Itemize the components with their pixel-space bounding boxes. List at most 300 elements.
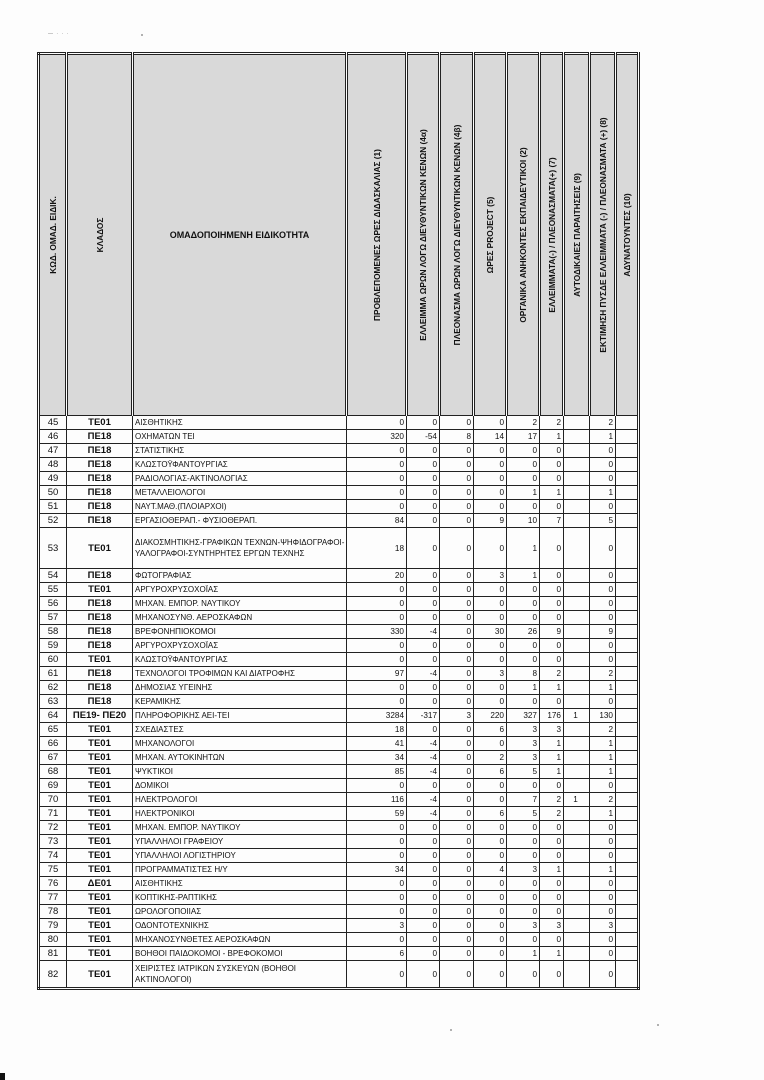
cell-c10 — [616, 947, 639, 961]
cell-code: 77 — [39, 891, 67, 905]
table-row — [39, 737, 639, 751]
cell-c4b: 8 — [440, 430, 474, 444]
cell-c4a: 0 — [407, 486, 440, 500]
cell-c8: 1 — [590, 737, 616, 751]
cell-c7: 2 — [540, 807, 564, 821]
cell-c10 — [616, 458, 639, 472]
cell-c8: 0 — [590, 653, 616, 667]
cell-c9 — [564, 695, 590, 709]
cell-c10 — [616, 779, 639, 793]
cell-klados: ΤΕ01 — [67, 849, 133, 863]
cell-c1: 0 — [347, 444, 407, 458]
cell-c1: 0 — [347, 877, 407, 891]
cell-c9 — [564, 947, 590, 961]
cell-c4b: 0 — [440, 514, 474, 528]
cell-c5: 0 — [474, 779, 507, 793]
table-row — [39, 835, 639, 849]
cell-c5: 0 — [474, 681, 507, 695]
table-row — [39, 709, 639, 723]
cell-name: ΗΛΕΚΤΡΟΛΟΓΟΙ — [133, 793, 347, 807]
cell-c8: 0 — [590, 961, 616, 989]
cell-klados: ΤΕ01 — [67, 765, 133, 779]
table-row — [39, 849, 639, 863]
cell-c4b: 0 — [440, 737, 474, 751]
table-row — [39, 947, 639, 961]
cell-name: ΨΥΚΤΙΚΟΙ — [133, 765, 347, 779]
cell-c9 — [564, 751, 590, 765]
header-klados-label: ΚΛΑΔΟΣ — [94, 217, 105, 253]
cell-c4b: 0 — [440, 863, 474, 877]
cell-c4b: 0 — [440, 891, 474, 905]
cell-c5: 0 — [474, 486, 507, 500]
cell-code: 47 — [39, 444, 67, 458]
cell-c4a: -4 — [407, 625, 440, 639]
cell-c4b: 0 — [440, 765, 474, 779]
cell-name: ΑΡΓΥΡΟΧΡΥΣΟΧΟΪΑΣ — [133, 639, 347, 653]
cell-name: ΜΗΧΑΝ. ΑΥΤΟΚΙΝΗΤΩΝ — [133, 751, 347, 765]
cell-klados: ΤΕ01 — [67, 793, 133, 807]
cell-c10 — [616, 961, 639, 989]
cell-name: ΥΠΑΛΛΗΛΟΙ ΓΡΑΦΕΙΟΥ — [133, 835, 347, 849]
cell-c8: 2 — [590, 723, 616, 737]
cell-klados: ΠΕ18 — [67, 667, 133, 681]
cell-c5: 0 — [474, 500, 507, 514]
cell-c1: 34 — [347, 751, 407, 765]
cell-c4b: 0 — [440, 611, 474, 625]
cell-c4b: 0 — [440, 905, 474, 919]
cell-c9: 1 — [564, 709, 590, 723]
cell-c8: 0 — [590, 444, 616, 458]
table-row — [39, 961, 639, 989]
cell-klados: ΤΕ01 — [67, 933, 133, 947]
cell-c5: 0 — [474, 583, 507, 597]
cell-c1: 116 — [347, 793, 407, 807]
cell-c5: 0 — [474, 961, 507, 989]
cell-c9 — [564, 500, 590, 514]
cell-c2: 0 — [507, 444, 540, 458]
cell-code: 69 — [39, 779, 67, 793]
cell-c2: 0 — [507, 961, 540, 989]
cell-c1: 3284 — [347, 709, 407, 723]
cell-code: 61 — [39, 667, 67, 681]
cell-c8: 1 — [590, 486, 616, 500]
cell-klados: ΤΕ01 — [67, 905, 133, 919]
cell-c8: 0 — [590, 611, 616, 625]
cell-name: ΤΕΧΝΟΛΟΓΟΙ ΤΡΟΦΙΜΩΝ ΚΑΙ ΔΙΑΤΡΟΦΗΣ — [133, 667, 347, 681]
cell-c2: 3 — [507, 919, 540, 933]
cell-c4b: 0 — [440, 807, 474, 821]
cell-c9 — [564, 653, 590, 667]
cell-c1: 0 — [347, 611, 407, 625]
cell-c1: 0 — [347, 891, 407, 905]
cell-c9 — [564, 583, 590, 597]
cell-c4b: 0 — [440, 639, 474, 653]
cell-c5: 0 — [474, 444, 507, 458]
cell-c1: 0 — [347, 486, 407, 500]
cell-c2: 0 — [507, 835, 540, 849]
cell-klados: ΤΕ01 — [67, 751, 133, 765]
cell-c2: 0 — [507, 905, 540, 919]
cell-code: 79 — [39, 919, 67, 933]
cell-code: 51 — [39, 500, 67, 514]
cell-c5: 0 — [474, 597, 507, 611]
cell-c5: 0 — [474, 877, 507, 891]
cell-c4a: 0 — [407, 961, 440, 989]
cell-name: ΚΛΩΣΤΟΫΦΑΝΤΟΥΡΓΙΑΣ — [133, 458, 347, 472]
table-row — [39, 430, 639, 444]
cell-c9 — [564, 807, 590, 821]
cell-c5: 9 — [474, 514, 507, 528]
cell-c4a: -4 — [407, 751, 440, 765]
cell-c2: 1 — [507, 486, 540, 500]
cell-c5: 0 — [474, 472, 507, 486]
cell-c4a: 0 — [407, 458, 440, 472]
cell-c2: 3 — [507, 863, 540, 877]
cell-c1: 0 — [347, 653, 407, 667]
cell-klados: ΠΕ18 — [67, 625, 133, 639]
table-row — [39, 583, 639, 597]
cell-name: ΜΗΧΑΝ. ΕΜΠΟΡ. ΝΑΥΤΙΚΟΥ — [133, 821, 347, 835]
cell-c5: 2 — [474, 751, 507, 765]
table-row — [39, 877, 639, 891]
cell-name: ΗΛΕΚΤΡΟΝΙΚΟΙ — [133, 807, 347, 821]
cell-c2: 8 — [507, 667, 540, 681]
cell-c2: 3 — [507, 737, 540, 751]
cell-code: 81 — [39, 947, 67, 961]
cell-c4a: -4 — [407, 765, 440, 779]
table-row — [39, 472, 639, 486]
cell-c4a: 0 — [407, 695, 440, 709]
cell-c2: 3 — [507, 723, 540, 737]
cell-c4b: 0 — [440, 835, 474, 849]
cell-c7: 0 — [540, 821, 564, 835]
cell-code: 60 — [39, 653, 67, 667]
cell-c7: 0 — [540, 458, 564, 472]
cell-c2: 1 — [507, 528, 540, 569]
cell-klados: ΤΕ01 — [67, 583, 133, 597]
cell-name: ΜΗΧΑΝΟΛΟΓΟΙ — [133, 737, 347, 751]
cell-c9 — [564, 416, 590, 430]
table-row — [39, 765, 639, 779]
cell-klados: ΤΕ01 — [67, 779, 133, 793]
cell-c1: 6 — [347, 947, 407, 961]
cell-c2: 1 — [507, 947, 540, 961]
cell-c2: 327 — [507, 709, 540, 723]
cell-code: 62 — [39, 681, 67, 695]
cell-c4a: 0 — [407, 891, 440, 905]
cell-klados: ΠΕ18 — [67, 569, 133, 583]
cell-c2: 1 — [507, 569, 540, 583]
cell-code: 67 — [39, 751, 67, 765]
cell-c9 — [564, 430, 590, 444]
cell-c4a: 0 — [407, 849, 440, 863]
cell-c1: 0 — [347, 779, 407, 793]
header-c4a-label: ΕΛΛΕΙΜΜΑ ΩΡΩΝ ΛΟΓΩ ΔΙΕΥΘΥΝΤΙΚΩΝ ΚΕΝΩΝ (4α) — [418, 129, 428, 341]
cell-c5: 0 — [474, 793, 507, 807]
cell-c4a: -54 — [407, 430, 440, 444]
cell-c4b: 0 — [440, 625, 474, 639]
cell-code: 63 — [39, 695, 67, 709]
cell-c10 — [616, 877, 639, 891]
cell-c1: 20 — [347, 569, 407, 583]
cell-c4b: 0 — [440, 444, 474, 458]
table-row — [39, 653, 639, 667]
cell-c10 — [616, 709, 639, 723]
cell-c8: 0 — [590, 583, 616, 597]
cell-c4b: 0 — [440, 793, 474, 807]
cell-klados: ΠΕ18 — [67, 639, 133, 653]
cell-c4a: 0 — [407, 653, 440, 667]
cell-name: ΜΗΧΑΝΟΣΥΝΘΕΤΕΣ ΑΕΡΟΣΚΑΦΩΝ — [133, 933, 347, 947]
cell-klados: ΤΕ01 — [67, 737, 133, 751]
table-row — [39, 933, 639, 947]
cell-name: ΡΑΔΙΟΛΟΓΙΑΣ-ΑΚΤΙΝΟΛΟΓΙΑΣ — [133, 472, 347, 486]
header-c1 — [347, 54, 407, 416]
cell-c1: 97 — [347, 667, 407, 681]
cell-c8: 0 — [590, 891, 616, 905]
table-row — [39, 919, 639, 933]
cell-name: ΥΠΑΛΛΗΛΟΙ ΛΟΓΙΣΤΗΡΙΟΥ — [133, 849, 347, 863]
cell-code: 49 — [39, 472, 67, 486]
cell-c10 — [616, 625, 639, 639]
cell-c4a: 0 — [407, 639, 440, 653]
cell-c9 — [564, 639, 590, 653]
cell-c2: 0 — [507, 877, 540, 891]
header-code — [39, 54, 67, 416]
cell-c7: 0 — [540, 528, 564, 569]
cell-c2: 0 — [507, 779, 540, 793]
cell-klados: ΠΕ18 — [67, 444, 133, 458]
cell-c1: 84 — [347, 514, 407, 528]
cell-code: 78 — [39, 905, 67, 919]
scan-mark: — · · · — [48, 31, 70, 37]
cell-c4b: 0 — [440, 653, 474, 667]
cell-c4b: 0 — [440, 961, 474, 989]
table-row — [39, 416, 639, 430]
cell-c7: 0 — [540, 779, 564, 793]
table-row — [39, 723, 639, 737]
cell-c8: 2 — [590, 793, 616, 807]
cell-c4b: 0 — [440, 472, 474, 486]
cell-c4b: 0 — [440, 947, 474, 961]
cell-c8: 0 — [590, 569, 616, 583]
cell-c1: 3 — [347, 919, 407, 933]
cell-c10 — [616, 583, 639, 597]
cell-c2: 17 — [507, 430, 540, 444]
table-row — [39, 569, 639, 583]
cell-c8: 0 — [590, 947, 616, 961]
cell-c1: 0 — [347, 681, 407, 695]
cell-c10 — [616, 863, 639, 877]
cell-c10 — [616, 751, 639, 765]
cell-c1: 41 — [347, 737, 407, 751]
header-c5 — [474, 54, 507, 416]
cell-c9 — [564, 514, 590, 528]
cell-c5: 0 — [474, 528, 507, 569]
cell-c7: 1 — [540, 863, 564, 877]
cell-c5: 0 — [474, 933, 507, 947]
header-code-label: ΚΩΔ. ΟΜΑΔ. ΕΙΔΙΚ. — [47, 196, 58, 274]
scan-speck — [141, 34, 143, 36]
cell-c4a: -4 — [407, 807, 440, 821]
cell-code: 45 — [39, 416, 67, 430]
cell-code: 75 — [39, 863, 67, 877]
header-c9 — [564, 54, 590, 416]
cell-c4b: 0 — [440, 933, 474, 947]
cell-klados: ΠΕ19- ΠΕ20 — [67, 709, 133, 723]
cell-c4a: 0 — [407, 514, 440, 528]
cell-klados: ΤΕ01 — [67, 416, 133, 430]
cell-c8: 1 — [590, 765, 616, 779]
cell-c7: 2 — [540, 667, 564, 681]
cell-c8: 0 — [590, 597, 616, 611]
cell-c10 — [616, 849, 639, 863]
scan-corner-mark — [0, 1073, 5, 1080]
cell-name: ΚΕΡΑΜΙΚΗΣ — [133, 695, 347, 709]
cell-name: ΩΡΟΛΟΓΟΠΟΙΙΑΣ — [133, 905, 347, 919]
cell-code: 64 — [39, 709, 67, 723]
cell-c7: 2 — [540, 793, 564, 807]
cell-klados: ΠΕ18 — [67, 500, 133, 514]
cell-code: 52 — [39, 514, 67, 528]
header-c2-label: ΟΡΓΑΝΙΚΑ ΑΝΗΚΟΝΤΕΣ ΕΚΠΑΙΔΕΥΤΙΚΟΙ (2) — [518, 147, 528, 323]
header-name: ΟΜΑΔΟΠΟΙΗΜΕΝΗ ΕΙΔΙΚΟΤΗΤΑ — [133, 54, 347, 416]
cell-c7: 0 — [540, 891, 564, 905]
cell-c4a: -317 — [407, 709, 440, 723]
cell-c5: 220 — [474, 709, 507, 723]
cell-c4a: 0 — [407, 821, 440, 835]
header-c4b-label: ΠΛΕΟΝΑΣΜΑ ΩΡΩΝ ΛΟΓΩ ΔΙΕΥΘΥΝΤΙΚΩΝ ΚΕΝΩΝ (4β) — [451, 124, 462, 346]
scan-speck — [450, 1029, 452, 1031]
cell-c1: 0 — [347, 597, 407, 611]
cell-c5: 6 — [474, 765, 507, 779]
cell-code: 50 — [39, 486, 67, 500]
cell-c1: 0 — [347, 695, 407, 709]
header-c4b — [440, 54, 474, 416]
cell-c5: 0 — [474, 737, 507, 751]
cell-c4b: 0 — [440, 723, 474, 737]
table-row — [39, 500, 639, 514]
cell-c4a: 0 — [407, 947, 440, 961]
cell-c10 — [616, 807, 639, 821]
cell-code: 55 — [39, 583, 67, 597]
cell-name: ΕΡΓΑΣΙΟΘΕΡΑΠ.- ΦΥΣΙΟΘΕΡΑΠ. — [133, 514, 347, 528]
cell-c1: 0 — [347, 458, 407, 472]
cell-c1: 85 — [347, 765, 407, 779]
cell-c4a: -4 — [407, 793, 440, 807]
cell-c5: 0 — [474, 458, 507, 472]
cell-c2: 0 — [507, 458, 540, 472]
cell-name: ΚΟΠΤΙΚΗΣ-ΡΑΠΤΙΚΗΣ — [133, 891, 347, 905]
cell-c9 — [564, 737, 590, 751]
cell-c10 — [616, 472, 639, 486]
cell-name: ΜΗΧΑΝΟΣΥΝΘ. ΑΕΡΟΣΚΑΦΩΝ — [133, 611, 347, 625]
table-row — [39, 891, 639, 905]
cell-c10 — [616, 486, 639, 500]
cell-name: ΚΛΩΣΤΟΫΦΑΝΤΟΥΡΓΙΑΣ — [133, 653, 347, 667]
cell-c7: 0 — [540, 905, 564, 919]
cell-c9 — [564, 611, 590, 625]
cell-c9 — [564, 919, 590, 933]
cell-c2: 0 — [507, 472, 540, 486]
cell-c2: 26 — [507, 625, 540, 639]
cell-c4b: 0 — [440, 486, 474, 500]
cell-name: ΒΡΕΦΟΝΗΠΙΟΚΟΜΟΙ — [133, 625, 347, 639]
cell-c4a: 0 — [407, 444, 440, 458]
cell-c4a: -4 — [407, 737, 440, 751]
cell-c7: 0 — [540, 653, 564, 667]
cell-c4b: 0 — [440, 779, 474, 793]
table-row — [39, 793, 639, 807]
cell-c8: 0 — [590, 835, 616, 849]
cell-name: ΟΧΗΜΑΤΩΝ ΤΕΙ — [133, 430, 347, 444]
cell-c4a: 0 — [407, 472, 440, 486]
cell-c4b: 0 — [440, 500, 474, 514]
cell-c8: 1 — [590, 430, 616, 444]
cell-code: 56 — [39, 597, 67, 611]
cell-c9 — [564, 625, 590, 639]
cell-c9 — [564, 821, 590, 835]
cell-c2: 0 — [507, 500, 540, 514]
cell-c4a: 0 — [407, 597, 440, 611]
cell-klados: ΤΕ01 — [67, 961, 133, 989]
cell-c5: 0 — [474, 891, 507, 905]
cell-c1: 18 — [347, 528, 407, 569]
cell-code: 53 — [39, 528, 67, 569]
cell-klados: ΤΕ01 — [67, 723, 133, 737]
cell-c7: 0 — [540, 569, 564, 583]
cell-code: 54 — [39, 569, 67, 583]
cell-c8: 0 — [590, 821, 616, 835]
cell-c8: 2 — [590, 416, 616, 430]
cell-c1: 0 — [347, 933, 407, 947]
cell-c9 — [564, 597, 590, 611]
cell-c7: 1 — [540, 486, 564, 500]
cell-c4b: 0 — [440, 821, 474, 835]
header-c2 — [507, 54, 540, 416]
cell-c10 — [616, 514, 639, 528]
cell-c1: 320 — [347, 430, 407, 444]
cell-c7: 0 — [540, 639, 564, 653]
cell-klados: ΠΕ18 — [67, 611, 133, 625]
cell-c7: 0 — [540, 961, 564, 989]
cell-klados: ΤΕ01 — [67, 919, 133, 933]
cell-klados: ΠΕ18 — [67, 472, 133, 486]
cell-c8: 0 — [590, 528, 616, 569]
cell-code: 66 — [39, 737, 67, 751]
cell-klados: ΠΕ18 — [67, 597, 133, 611]
cell-klados: ΤΕ01 — [67, 807, 133, 821]
header-c9-label: ΑΥΤΟΔΙΚΑΙΕΣ ΠΑΡΑΙΤΗΣΕΙΣ (9) — [571, 173, 582, 297]
cell-name: ΟΔΟΝΤΟΤΕΧΝΙΚΗΣ — [133, 919, 347, 933]
cell-c4a: 0 — [407, 919, 440, 933]
cell-c4b: 0 — [440, 681, 474, 695]
cell-c10 — [616, 905, 639, 919]
cell-klados: ΠΕ18 — [67, 681, 133, 695]
cell-c2: 5 — [507, 807, 540, 821]
cell-c9 — [564, 765, 590, 779]
cell-c9 — [564, 444, 590, 458]
cell-c7: 9 — [540, 625, 564, 639]
cell-name: ΑΙΣΘΗΤΙΚΗΣ — [133, 416, 347, 430]
cell-klados: ΤΕ01 — [67, 835, 133, 849]
cell-name: ΣΤΑΤΙΣΤΙΚΗΣ — [133, 444, 347, 458]
cell-c2: 5 — [507, 765, 540, 779]
cell-c8: 2 — [590, 667, 616, 681]
cell-c10 — [616, 737, 639, 751]
cell-c10 — [616, 919, 639, 933]
table-body — [39, 416, 639, 989]
